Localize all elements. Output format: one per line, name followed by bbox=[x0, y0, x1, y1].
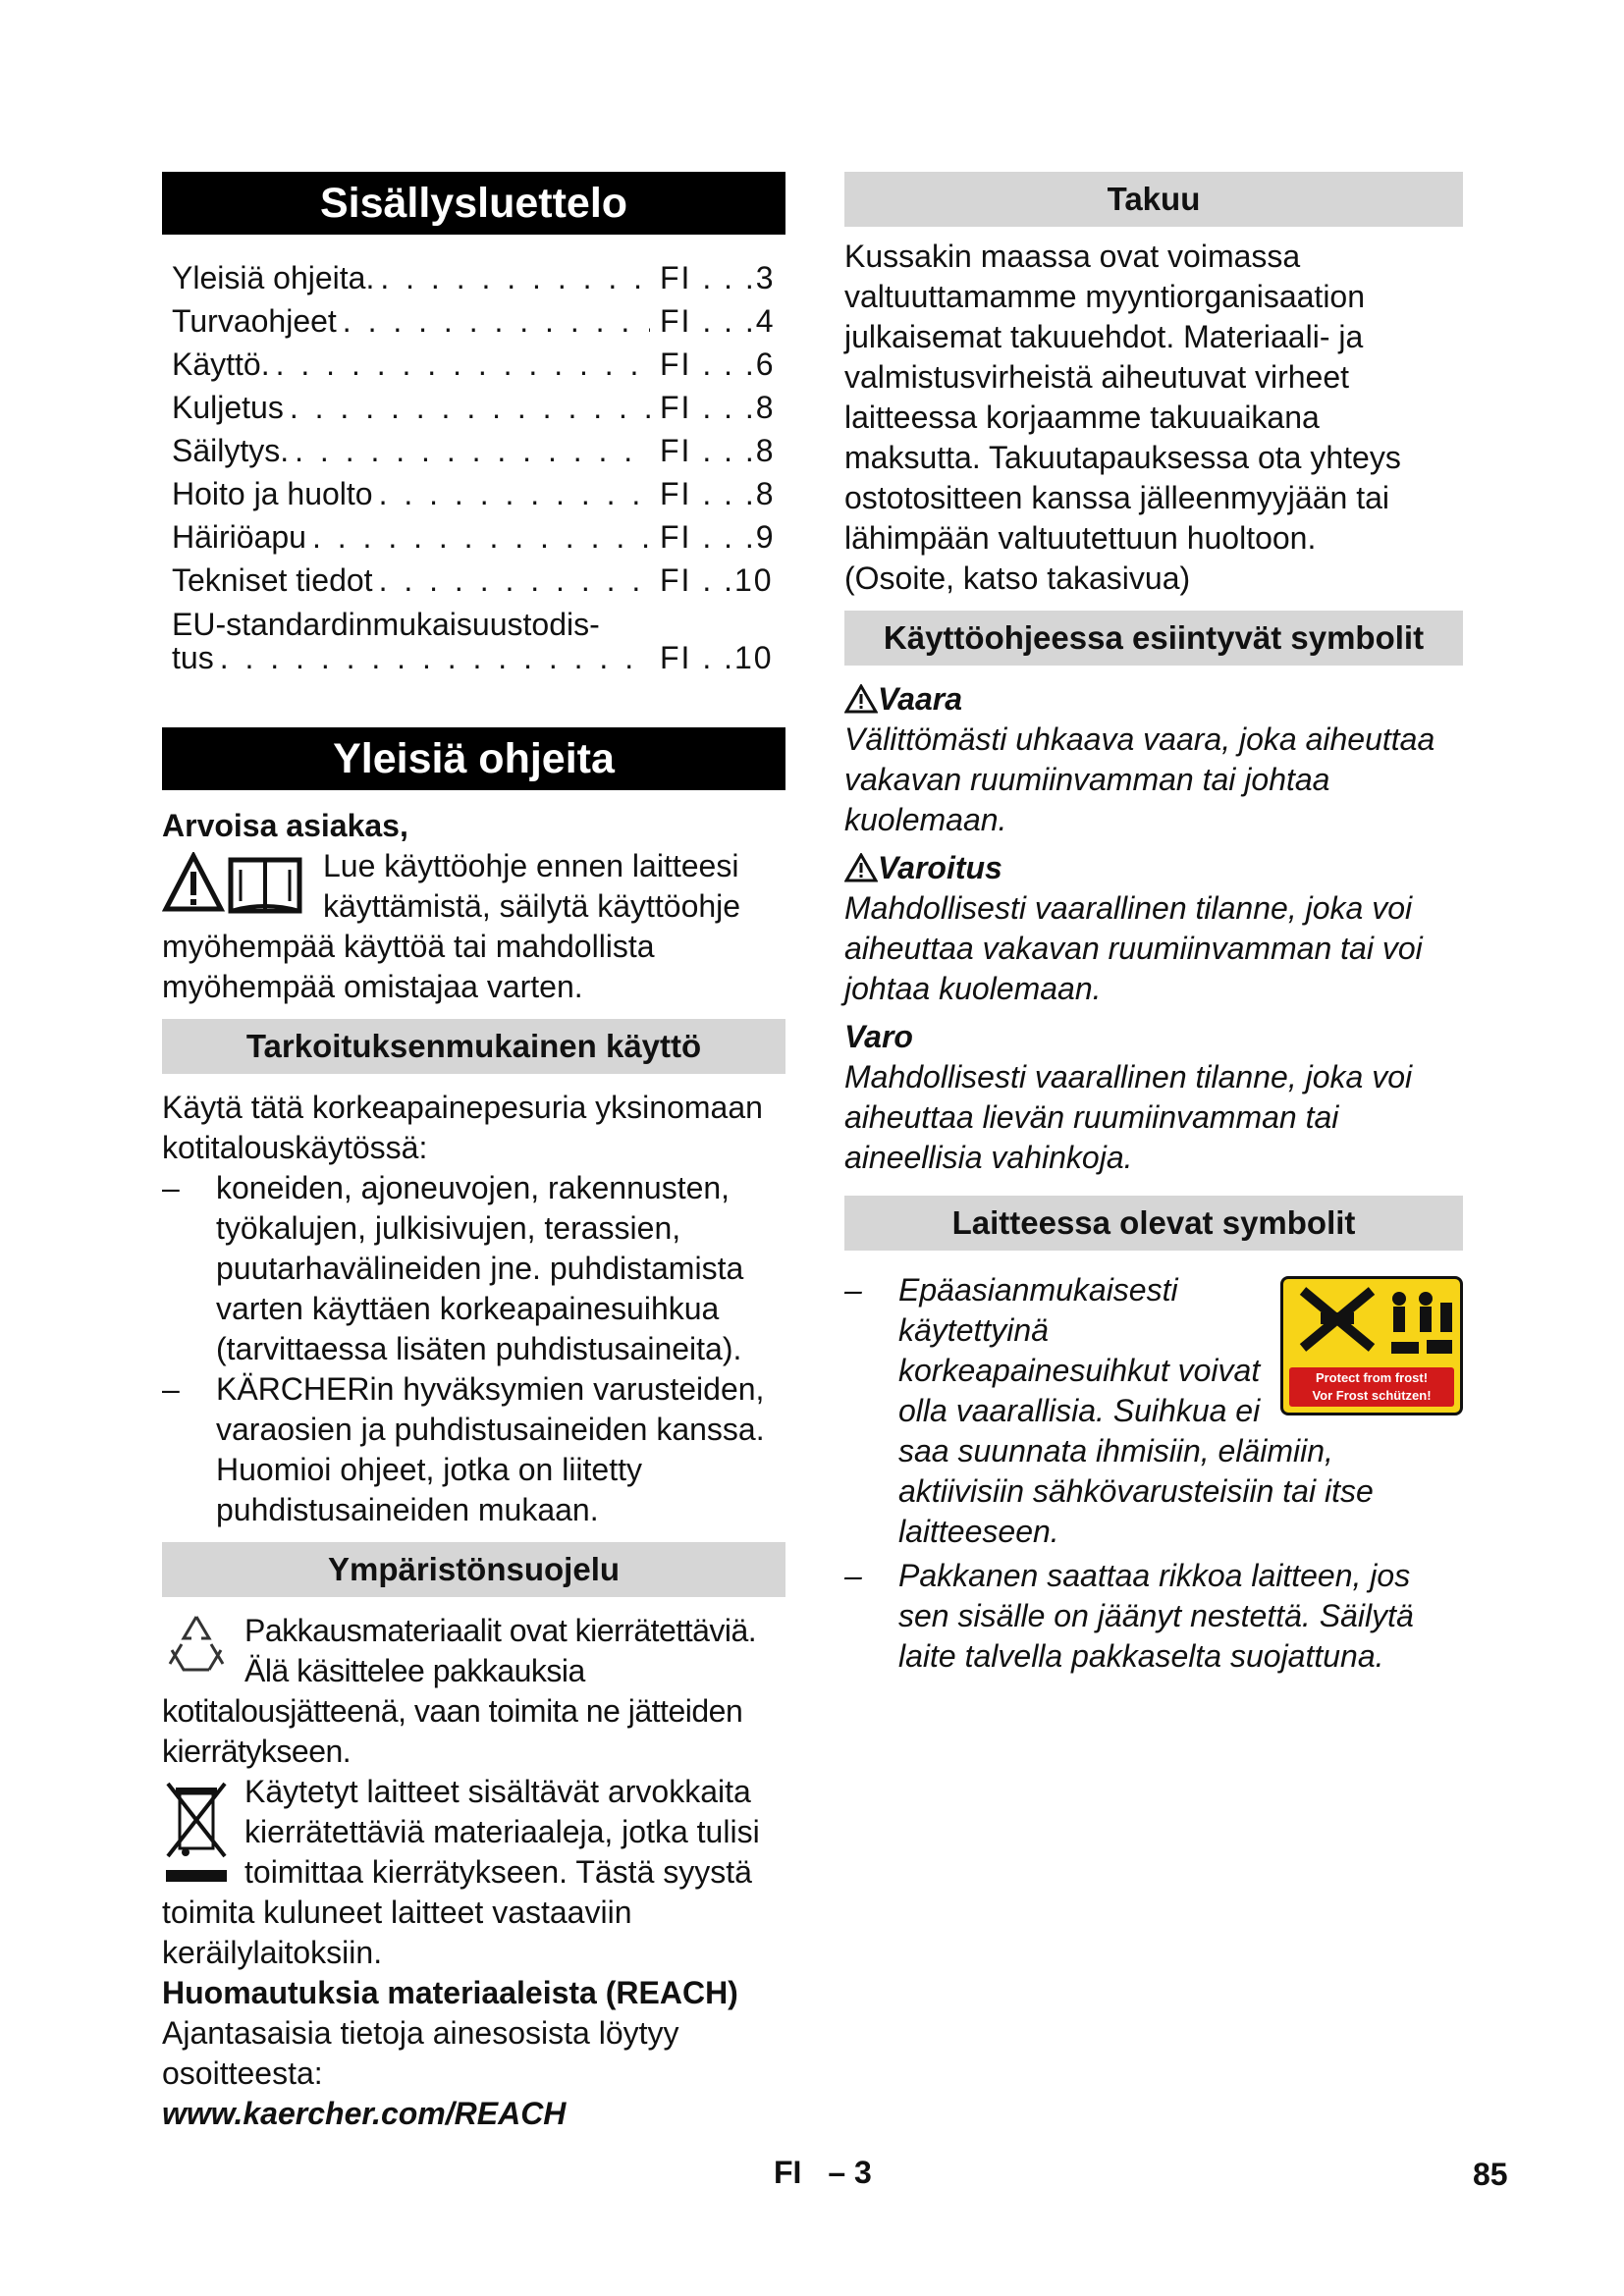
general-intro: Lue käyttöohje ennen laitteesi käyttämistä, säilytä käyttöohje myöhempää käyttöä tai mahdollista myöhempää omistajaa varten. bbox=[162, 848, 741, 1004]
danger-label-row bbox=[844, 679, 1463, 720]
toc-entry-label: Tekniset tiedot bbox=[172, 562, 373, 598]
toc-entry-page: FI . . .8 bbox=[660, 476, 776, 511]
toc-leader-dots bbox=[373, 559, 650, 602]
warranty-section bbox=[844, 237, 1463, 599]
toc-entry-page: FI . . .9 bbox=[660, 519, 776, 555]
environment-section bbox=[162, 1611, 785, 2134]
general-heading: Yleisiä ohjeita bbox=[162, 727, 785, 790]
toc-leader-dots bbox=[214, 641, 650, 674]
list-item: – Pakkanen saattaa rikkoa laitteen, jos sen sisälle on jäänyt nestettä. Säilytä laite talvella pakkaselta suojattuna. bbox=[844, 1556, 1463, 1677]
footer-section-page bbox=[774, 2155, 872, 2191]
reach-link[interactable]: www.kaercher.com/REACH bbox=[162, 2096, 567, 2131]
warning-label: Varoitus bbox=[878, 850, 1002, 885]
toc-entry-label: Häiriöapu bbox=[172, 519, 306, 555]
toc-entry-label: tus bbox=[172, 640, 214, 675]
device-symbols-list bbox=[844, 1262, 1463, 1677]
intended-use-heading: Tarkoituksenmukainen käyttö bbox=[162, 1019, 785, 1074]
warning-text: Mahdollisesti vaarallinen tilanne, joka voi aiheuttaa vakavan ruumiinvamman tai voi johtaa kuolemaan. bbox=[844, 890, 1423, 1006]
general-section bbox=[162, 806, 785, 1007]
toc-entry-label: Säilytys. bbox=[172, 433, 290, 468]
greeting: Arvoisa asiakas, bbox=[162, 808, 408, 843]
toc-entry-label: Hoito ja huolto bbox=[172, 476, 373, 511]
toc-leader-dots bbox=[284, 386, 650, 429]
toc-leader-dots bbox=[289, 429, 650, 472]
toc-leader-dots bbox=[270, 343, 650, 386]
intended-use-section bbox=[162, 1088, 785, 1530]
toc-entry-page: FI . . .6 bbox=[660, 347, 776, 382]
toc-entry[interactable] bbox=[172, 472, 785, 515]
recycle-icon-wrap bbox=[162, 1611, 231, 1681]
recycle-icon bbox=[162, 1611, 231, 1676]
toc-heading: Sisällysluettelo bbox=[162, 172, 785, 235]
toc-entry-page: FI . . .8 bbox=[660, 433, 776, 468]
warranty-heading: Takuu bbox=[844, 172, 1463, 227]
right-column bbox=[844, 172, 1463, 1677]
toc-entry-label: Kuljetus bbox=[172, 390, 284, 425]
toc-entry[interactable] bbox=[172, 641, 785, 674]
intended-use-list bbox=[162, 1168, 785, 1530]
warning-label-row bbox=[844, 848, 1463, 888]
warranty-address: (Osoite, katso takasivua) bbox=[844, 561, 1191, 596]
toc-entry[interactable] bbox=[172, 559, 785, 602]
toc-entry[interactable] bbox=[172, 515, 785, 559]
toc-entry-page: FI . . .4 bbox=[660, 303, 776, 339]
device-symbols-heading: Laitteessa olevat symbolit bbox=[844, 1196, 1463, 1251]
read-manual-icon-group bbox=[162, 852, 309, 922]
footer-language: FI bbox=[774, 2155, 802, 2190]
table-of-contents bbox=[162, 235, 785, 674]
reach-text: Ajantasaisia tietoja ainesosista löytyy osoitteesta: bbox=[162, 2015, 679, 2091]
frost-label-line2: Vor Frost schützen! bbox=[1312, 1388, 1432, 1403]
footer-section-number: – 3 bbox=[828, 2155, 872, 2190]
toc-entry[interactable] bbox=[172, 256, 785, 299]
left-column bbox=[162, 172, 785, 2134]
toc-entry[interactable] bbox=[172, 386, 785, 429]
toc-entry-page: FI . .10 bbox=[660, 562, 774, 598]
danger-text: Välittömästi uhkaava vaara, joka aiheuttaa vakavan ruumiinvamman tai johtaa kuolemaan. bbox=[844, 721, 1435, 837]
weee-text: Käytetyt laitteet sisältävät arvokkaita kierrätettäviä materiaaleja, jotka tulisi toimittaa kierrätykseen. Tästä syystä toimita kuluneet laitteet vastaaviin keräilylaitoksiin. bbox=[162, 1774, 760, 1970]
caution-text: Mahdollisesti vaarallinen tilanne, joka voi aiheuttaa lievän ruumiinvamman tai aineellisia vahinkoja. bbox=[844, 1059, 1413, 1175]
caution-label: Varo bbox=[844, 1019, 913, 1054]
environment-heading: Ympäristönsuojelu bbox=[162, 1542, 785, 1597]
weee-icon-wrap bbox=[162, 1780, 231, 1891]
toc-entry-label-line1[interactable]: EU-standardinmukaisuustodis- bbox=[172, 607, 600, 642]
toc-entry-page: FI . . .3 bbox=[660, 260, 776, 295]
toc-leader-dots bbox=[374, 256, 650, 299]
toc-leader-dots bbox=[337, 299, 650, 343]
toc-leader-dots bbox=[373, 472, 650, 515]
warning-triangle-icon bbox=[844, 853, 878, 882]
reach-title: Huomautuksia materiaaleista (REACH) bbox=[162, 1975, 738, 2010]
list-item: – KÄRCHERin hyväksymien varusteiden, varaosien ja puhdistusaineiden kanssa. Huomioi ohjeet, jotka on liitetty puhdistusaineiden mukaan. bbox=[162, 1369, 785, 1530]
list-item: – koneiden, ajoneuvojen, rakennusten, työkalujen, julkisivujen, terassien, puutarhavälineiden jne. puhdistamista varten käyttäen korkeapainesuihkua (tarvittaessa lisäten puhdistusaineita). bbox=[162, 1168, 785, 1369]
toc-entry-label: Turvaohjeet bbox=[172, 303, 337, 339]
recycle-text: Pakkausmateriaalit ovat kierrätettäviä. Älä käsittelee pakkauksia kotitalousjätteenä, vaan toimita ne jätteiden kierrätykseen. bbox=[162, 1613, 757, 1769]
toc-entry[interactable] bbox=[172, 429, 785, 472]
warning-triangle-icon bbox=[844, 684, 878, 714]
toc-entry[interactable] bbox=[172, 343, 785, 386]
device-symbols-section bbox=[844, 1262, 1463, 1677]
intended-use-text: Käytä tätä korkeapainepesuria yksinomaan kotitalouskäytössä: bbox=[162, 1090, 763, 1165]
crossed-bin-icon bbox=[162, 1780, 231, 1886]
toc-entry-page: FI . .10 bbox=[660, 640, 774, 675]
toc-leader-dots bbox=[306, 515, 650, 559]
toc-entry-label: Käyttö. bbox=[172, 347, 270, 382]
warning-read-manual-icon bbox=[162, 852, 309, 917]
toc-entry-label: Yleisiä ohjeita. bbox=[172, 260, 375, 295]
manual-symbols-heading: Käyttöohjeessa esiintyvät symbolit bbox=[844, 611, 1463, 666]
manual-symbols-section bbox=[844, 679, 1463, 1178]
warranty-text: Kussakin maassa ovat voimassa valtuuttamamme myyntiorganisaation julkaisemat takuuehdot. Materiaali- ja valmistusvirheistä aiheutuvat virheet laitteessa korjaamme takuuaikana maksutta. Takuutapauksessa ota yhteys ostotositteen kanssa jälleenmyyjään tai lähimpään valtuutettuun huoltoon. bbox=[844, 239, 1401, 556]
toc-entry-page: FI . . .8 bbox=[660, 390, 776, 425]
danger-label: Vaara bbox=[878, 681, 962, 717]
page-number: 85 bbox=[1473, 2157, 1508, 2192]
list-item: – Epäasianmukaisesti käytettyinä korkeapainesuihkut voivat olla vaarallisia. Suihkua ei saa suunnata ihmisiin, eläimiin, aktiivisiin sähkövarusteisiin tai itse laitteeseen. bbox=[844, 1270, 1463, 1552]
toc-entry[interactable] bbox=[172, 299, 785, 343]
frost-label-line1: Protect from frost! bbox=[1315, 1370, 1429, 1385]
